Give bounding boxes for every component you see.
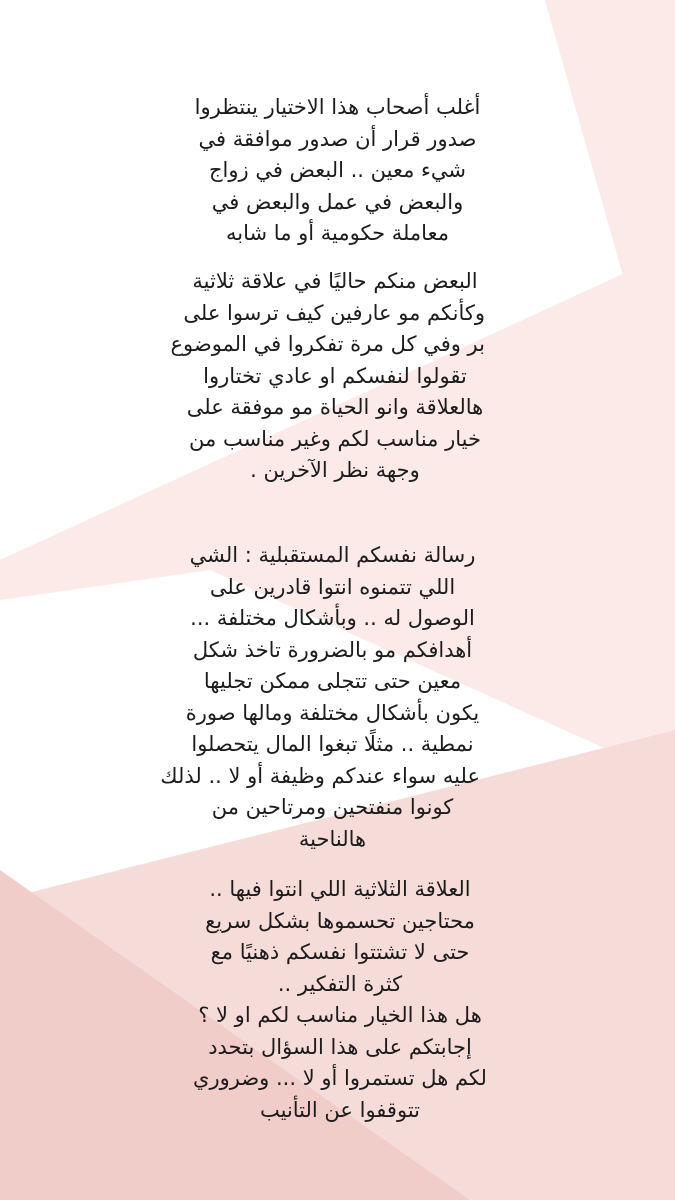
text-line: رسالة نفسكم المستقبلية : الشي — [189, 543, 476, 567]
text-line: معاملة حكومية أو ما شابه — [226, 221, 449, 245]
text-line: وكأنكم مو عارفين كيف ترسوا على — [183, 300, 485, 325]
text-line: يكون بأشكال مختلفة ومالها صورة — [185, 700, 480, 725]
text-line: هل هذا الخيار مناسب لكم او لا ؟ — [198, 1003, 482, 1027]
text-line: هالعلاقة وانو الحياة مو موفقة على — [186, 395, 484, 419]
text-line: بر وفي كل مرة تفكروا في الموضوع — [170, 332, 485, 356]
text-line: أغلب أصحاب هذا الاختيار ينتظروا — [194, 95, 481, 119]
text-line: البعض منكم حاليًا في علاقة ثلاثية — [192, 269, 478, 293]
text-line: وجهة نظر الآخرين . — [250, 458, 420, 482]
text-line: أهدافكم مو بالضرورة تاخذ شكل — [192, 637, 473, 662]
text-line: خيار مناسب لكم وغير مناسب من — [189, 426, 481, 451]
text-line: تقولوا لنفسكم او عادي تختاروا — [203, 363, 467, 388]
text-line: كونوا منفتحين ومرتاحين من — [211, 795, 454, 819]
text-line: كثرة التفكير .. — [277, 971, 403, 996]
text-line: الوصول له .. وبأشكال مختلفة ... — [190, 606, 475, 630]
text-line: شيء معين .. البعض في زواج — [208, 158, 467, 182]
text-line: لكم هل تستمروا أو لا ... وضروري — [193, 1066, 487, 1090]
text-line: تتوقفوا عن التأنيب — [259, 1097, 420, 1122]
text-line: العلاقة الثلاثية اللي انتوا فيها .. — [209, 877, 471, 901]
text-line: معين حتى تتجلى ممكن تجليها — [203, 669, 462, 693]
text-line: حتى لا تشتتوا نفسكم ذهنيًا مع — [210, 940, 470, 964]
text-line: اللي تتمنوه انتوا قادرين على — [209, 574, 456, 599]
text-line: صدور قرار أن صدور موافقة في — [198, 126, 477, 151]
paragraph-waiting-for-decision — [190, 92, 485, 250]
text-line: عليه سواء عندكم وظيفة أو لا .. لذلك — [160, 763, 480, 788]
text-line: هالناحية — [298, 826, 367, 851]
paragraph-decide-quickly — [190, 874, 490, 1126]
text-line: والبعض في عمل والبعض في — [211, 189, 464, 214]
text-line: إجابتكم على هذا السؤال بتحدد — [208, 1034, 472, 1059]
text-line: محتاجين تحسموها بشكل سريع — [205, 908, 475, 933]
paragraph-triangle-relationship — [170, 266, 485, 487]
text-line: نمطية .. مثلًا تبغوا المال يتحصلوا — [191, 732, 474, 756]
paragraph-future-self-message — [160, 540, 480, 855]
